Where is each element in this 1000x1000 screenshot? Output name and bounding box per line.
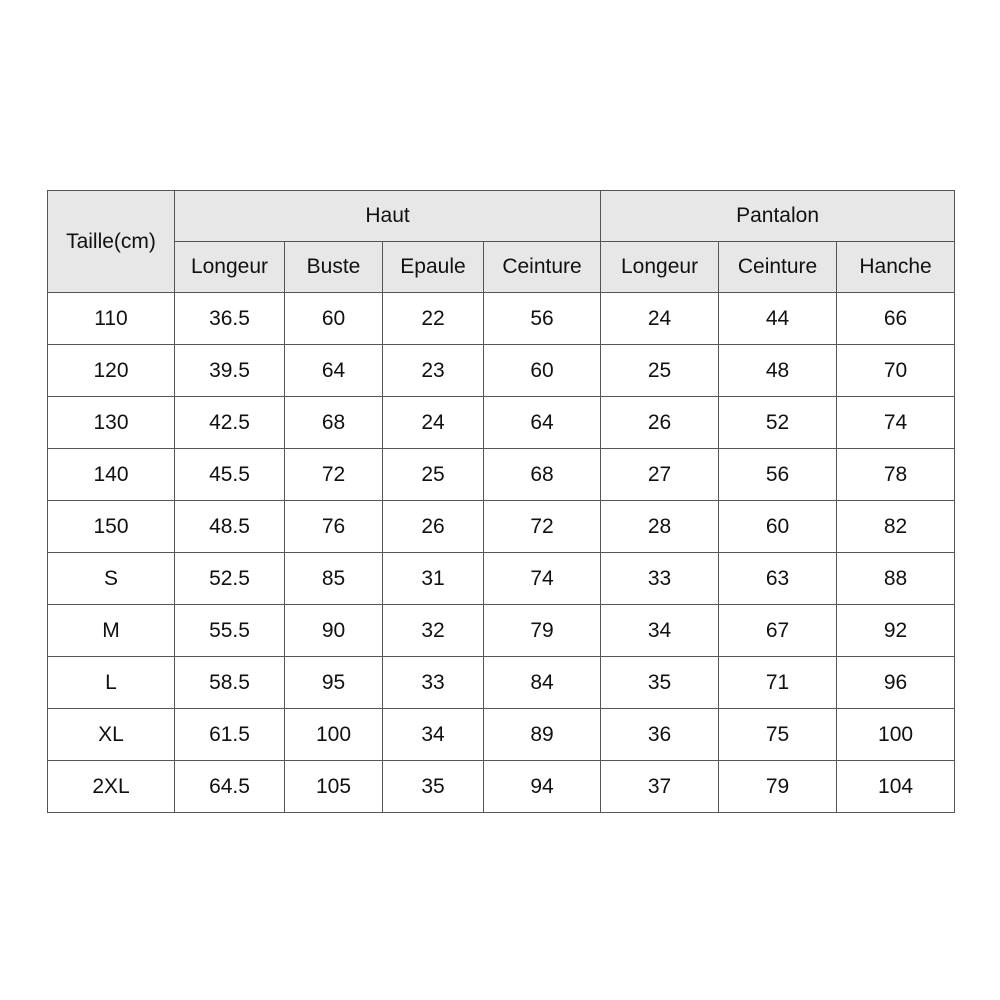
haut-longeur-cell: 61.5 [175, 709, 285, 761]
table-row [48, 709, 955, 761]
pantalon-longeur-header: Longeur [601, 242, 719, 293]
haut-longeur-cell: 45.5 [175, 449, 285, 501]
haut-ceinture-cell: 84 [484, 657, 601, 709]
haut-buste-cell: 60 [285, 293, 383, 345]
pantalon-ceinture-cell: 75 [719, 709, 837, 761]
pantalon-ceinture-cell: 60 [719, 501, 837, 553]
haut-ceinture-cell: 68 [484, 449, 601, 501]
size-cell: 2XL [48, 761, 175, 813]
pantalon-hanche-cell: 88 [837, 553, 955, 605]
haut-ceinture-cell: 56 [484, 293, 601, 345]
haut-ceinture-cell: 60 [484, 345, 601, 397]
haut-longeur-cell: 39.5 [175, 345, 285, 397]
table-row [48, 293, 955, 345]
pantalon-ceinture-cell: 67 [719, 605, 837, 657]
pantalon-longeur-cell: 35 [601, 657, 719, 709]
haut-buste-cell: 64 [285, 345, 383, 397]
haut-epaule-cell: 24 [383, 397, 484, 449]
haut-buste-cell: 95 [285, 657, 383, 709]
pantalon-hanche-cell: 100 [837, 709, 955, 761]
size-cell: S [48, 553, 175, 605]
header-column-row [48, 242, 955, 293]
haut-buste-cell: 100 [285, 709, 383, 761]
pantalon-hanche-cell: 74 [837, 397, 955, 449]
size-cell: 130 [48, 397, 175, 449]
table-body [48, 293, 955, 813]
haut-epaule-cell: 22 [383, 293, 484, 345]
haut-ceinture-header: Ceinture [484, 242, 601, 293]
pantalon-ceinture-cell: 48 [719, 345, 837, 397]
table-row [48, 761, 955, 813]
pantalon-longeur-cell: 26 [601, 397, 719, 449]
haut-longeur-cell: 42.5 [175, 397, 285, 449]
table-row [48, 449, 955, 501]
size-cell: 120 [48, 345, 175, 397]
table-row [48, 605, 955, 657]
haut-epaule-cell: 33 [383, 657, 484, 709]
size-chart-table [47, 190, 955, 813]
size-cell: 110 [48, 293, 175, 345]
haut-epaule-cell: 34 [383, 709, 484, 761]
haut-epaule-cell: 25 [383, 449, 484, 501]
pantalon-longeur-cell: 28 [601, 501, 719, 553]
pantalon-longeur-cell: 27 [601, 449, 719, 501]
table-row [48, 345, 955, 397]
pantalon-longeur-cell: 24 [601, 293, 719, 345]
header-group-row [48, 191, 955, 242]
haut-longeur-cell: 52.5 [175, 553, 285, 605]
size-cell: 140 [48, 449, 175, 501]
pantalon-longeur-cell: 37 [601, 761, 719, 813]
table-header [48, 191, 955, 293]
haut-ceinture-cell: 94 [484, 761, 601, 813]
pantalon-longeur-cell: 34 [601, 605, 719, 657]
haut-ceinture-cell: 79 [484, 605, 601, 657]
pantalon-hanche-cell: 92 [837, 605, 955, 657]
pantalon-hanche-cell: 82 [837, 501, 955, 553]
size-column-header: Taille(cm) [48, 191, 175, 293]
pantalon-hanche-cell: 78 [837, 449, 955, 501]
haut-group-header: Haut [175, 191, 601, 242]
table-row [48, 553, 955, 605]
haut-ceinture-cell: 72 [484, 501, 601, 553]
haut-epaule-cell: 31 [383, 553, 484, 605]
haut-epaule-cell: 32 [383, 605, 484, 657]
haut-longeur-cell: 55.5 [175, 605, 285, 657]
size-cell: XL [48, 709, 175, 761]
pantalon-ceinture-cell: 63 [719, 553, 837, 605]
haut-longeur-cell: 64.5 [175, 761, 285, 813]
haut-buste-cell: 72 [285, 449, 383, 501]
pantalon-hanche-header: Hanche [837, 242, 955, 293]
haut-ceinture-cell: 74 [484, 553, 601, 605]
haut-buste-cell: 85 [285, 553, 383, 605]
haut-ceinture-cell: 64 [484, 397, 601, 449]
haut-epaule-cell: 35 [383, 761, 484, 813]
pantalon-longeur-cell: 36 [601, 709, 719, 761]
pantalon-ceinture-cell: 44 [719, 293, 837, 345]
haut-longeur-header: Longeur [175, 242, 285, 293]
haut-buste-cell: 105 [285, 761, 383, 813]
haut-longeur-cell: 48.5 [175, 501, 285, 553]
haut-buste-cell: 68 [285, 397, 383, 449]
haut-epaule-cell: 23 [383, 345, 484, 397]
size-cell: M [48, 605, 175, 657]
pantalon-ceinture-cell: 56 [719, 449, 837, 501]
pantalon-ceinture-header: Ceinture [719, 242, 837, 293]
haut-longeur-cell: 36.5 [175, 293, 285, 345]
haut-epaule-cell: 26 [383, 501, 484, 553]
pantalon-longeur-cell: 25 [601, 345, 719, 397]
table-row [48, 501, 955, 553]
haut-epaule-header: Epaule [383, 242, 484, 293]
pantalon-ceinture-cell: 52 [719, 397, 837, 449]
pantalon-hanche-cell: 70 [837, 345, 955, 397]
size-cell: L [48, 657, 175, 709]
pantalon-hanche-cell: 104 [837, 761, 955, 813]
haut-buste-header: Buste [285, 242, 383, 293]
pantalon-hanche-cell: 96 [837, 657, 955, 709]
pantalon-ceinture-cell: 71 [719, 657, 837, 709]
pantalon-longeur-cell: 33 [601, 553, 719, 605]
size-cell: 150 [48, 501, 175, 553]
haut-ceinture-cell: 89 [484, 709, 601, 761]
pantalon-ceinture-cell: 79 [719, 761, 837, 813]
table-row [48, 657, 955, 709]
table-row [48, 397, 955, 449]
haut-buste-cell: 76 [285, 501, 383, 553]
haut-buste-cell: 90 [285, 605, 383, 657]
pantalon-group-header: Pantalon [601, 191, 955, 242]
pantalon-hanche-cell: 66 [837, 293, 955, 345]
haut-longeur-cell: 58.5 [175, 657, 285, 709]
